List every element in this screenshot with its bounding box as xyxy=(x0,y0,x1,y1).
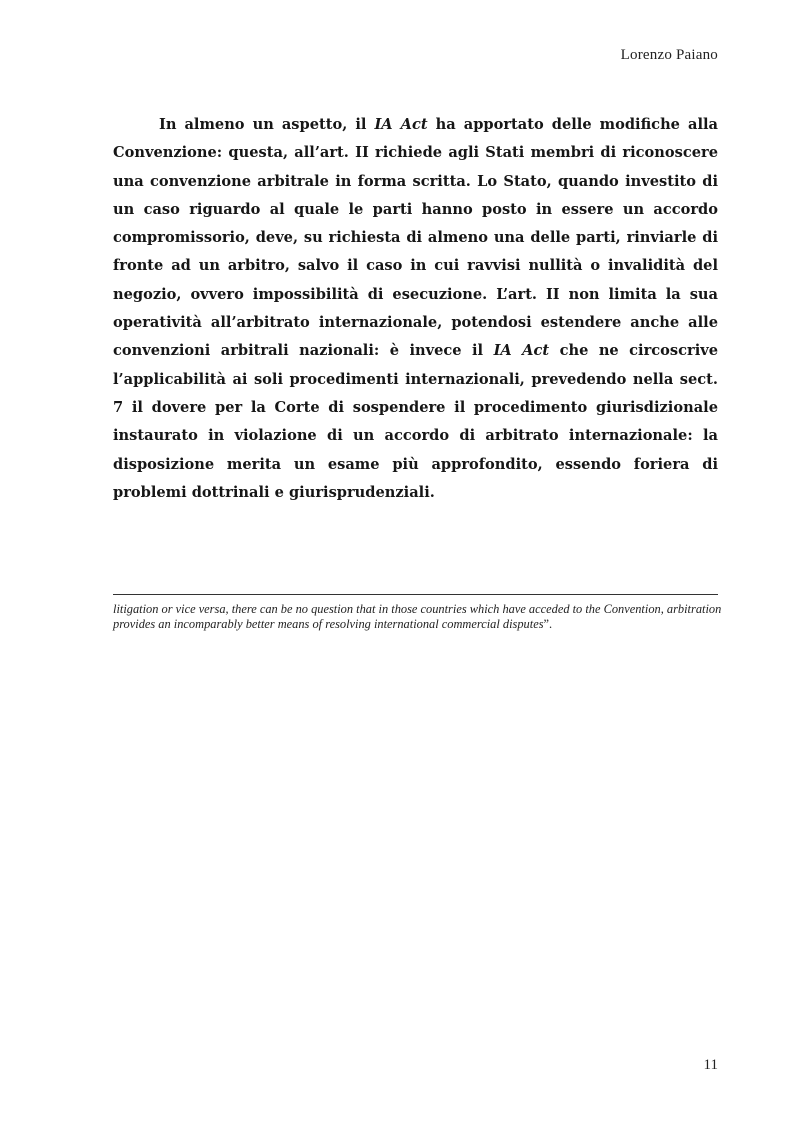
body-italic-ia-act-2: IA Act xyxy=(493,342,550,360)
body-italic-ia-act-1: IA Act xyxy=(374,116,428,133)
body-text-part-3: che ne circoscrive l’applicabilità ai soli procedimenti internazionali, prevedendo nella sect. 7 il dovere per la Corte di sospendere il procedimento giurisdizionale instaurato in violazione di un accordo di arbitrato internazionale: la disposizione merita un esame più approfondito, essendo foriera di problemi dottrinali e giurisprudenziali. xyxy=(113,342,719,501)
body-text-part-1: In almeno un aspetto, il xyxy=(159,116,375,133)
running-header-author: Lorenzo Paiano xyxy=(620,47,718,63)
footnote-separator xyxy=(113,594,718,595)
footnote-quote: litigation or vice versa, there can be no question that in those countries which have acceded to the Convention, arbitration provides an incomparably better means of resolving international commercial disputes xyxy=(113,602,722,631)
footnote-closing-quote: ”. xyxy=(543,617,553,631)
body-text-part-2: ha apportato delle modifiche alla Convenzione: questa, all’art. II richiede agli Stati membri di riconoscere una convenzione arbitrale in forma scritta. Lo Stato, quando investito di un caso riguardo al quale le parti hanno posto in essere un accordo compromissorio, deve, su richiesta di almeno una delle parti, rinviarle di fronte ad un arbitro, salvo il caso in cui ravvisi nullità o invalidità del negozio, ovvero impossibilità di esecuzione. L’art. II non limita la sua operatività all’arbitrato internazionale, potendosi estendere anche alle convenzioni arbitrali nazionali: è invece il xyxy=(113,116,718,360)
body-paragraph xyxy=(113,111,718,507)
footnote-text xyxy=(113,602,723,632)
page-number: 11 xyxy=(703,1057,718,1073)
